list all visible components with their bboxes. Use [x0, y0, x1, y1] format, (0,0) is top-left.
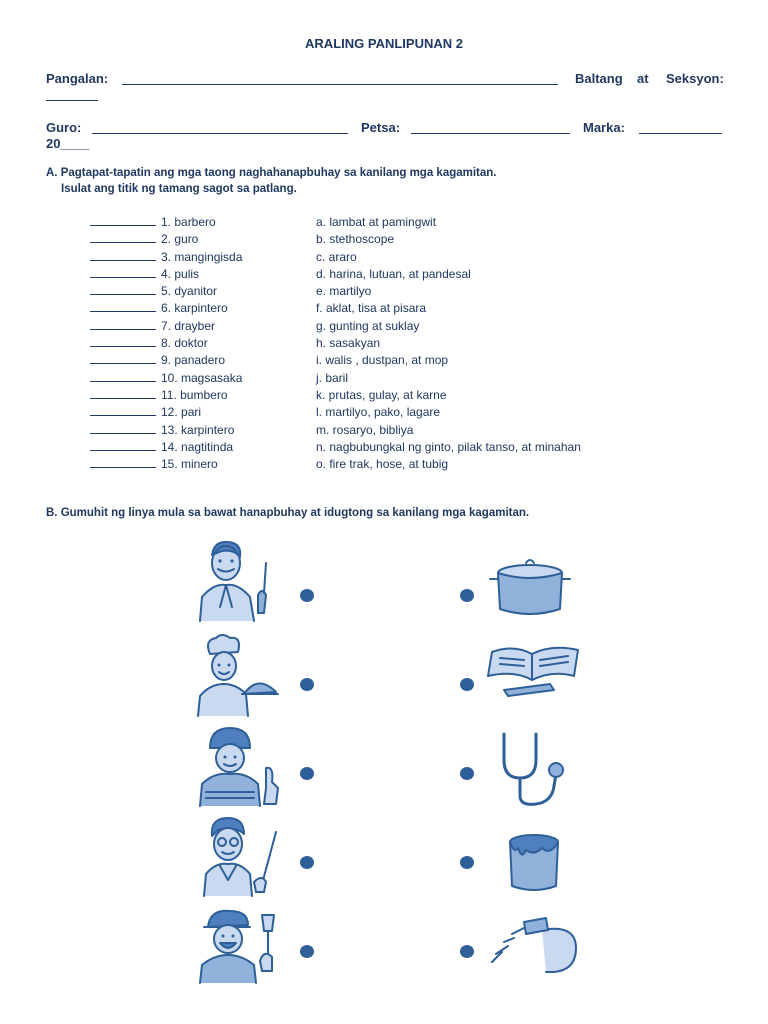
name-field[interactable] — [122, 83, 558, 85]
tool-choice: l. martilyo, pako, lagare — [316, 405, 441, 420]
score-total: 20____ — [46, 136, 90, 151]
tool-choice: c. araro — [316, 249, 357, 264]
match-row — [90, 439, 710, 456]
occupation-item: 13. karpintero — [161, 422, 235, 437]
grade-label-at: at — [637, 71, 649, 86]
tool-choice: n. nagbubungkal ng ginto, pilak tanso, at minahan — [316, 439, 581, 454]
match-row — [90, 266, 710, 283]
grade-label-word: Baltang — [575, 71, 623, 86]
match-row — [90, 249, 710, 266]
tool-choice: f. aklat, tisa at pisara — [316, 301, 427, 316]
occupation-item: 3. mangingisda — [161, 249, 243, 264]
left-dot-3[interactable] — [300, 767, 314, 780]
match-row — [90, 456, 710, 473]
occupation-item: 11. bumbero — [161, 387, 228, 402]
answer-blank[interactable] — [90, 363, 156, 364]
fire-hose-icon — [484, 912, 584, 976]
answer-blank[interactable] — [90, 450, 156, 451]
occupation-item: 2. guro — [161, 232, 199, 247]
stethoscope-icon — [492, 730, 572, 810]
occupation-item: 15. minero — [161, 457, 218, 472]
score-label: Marka: — [583, 120, 625, 135]
tool-choice: d. harina, lutuan, at pandesal — [316, 266, 471, 281]
cooking-pot-icon — [488, 555, 574, 619]
match-row — [90, 231, 710, 248]
section-b-instruction: B. Gumuhit ng linya mula sa bawat hanapbuhay at idugtong sa kanilang mga kagamitan. — [46, 507, 530, 519]
match-row — [90, 387, 710, 404]
answer-blank[interactable] — [90, 294, 156, 295]
answer-blank[interactable] — [90, 242, 156, 243]
left-dot-1[interactable] — [300, 589, 314, 602]
answer-blank[interactable] — [90, 260, 156, 261]
answer-blank[interactable] — [90, 467, 156, 468]
section-a-instruction-2: Isulat ang titik ng tamang sagot sa patlang. — [61, 183, 297, 195]
left-dot-2[interactable] — [300, 678, 314, 691]
occupation-item: 12. pari — [161, 405, 202, 420]
section-label: Seksyon: — [666, 71, 724, 86]
match-row — [90, 335, 710, 352]
right-dot-5[interactable] — [460, 945, 474, 958]
occupation-item: 1. barbero — [161, 215, 216, 229]
match-row — [90, 318, 710, 335]
answer-blank[interactable] — [90, 381, 156, 382]
section-a-instruction: A. Pagtapat-tapatin ang mga taong naghahanapbuhay sa kanilang mga kagamitan. — [46, 167, 497, 179]
answer-blank[interactable] — [90, 329, 156, 330]
tool-choice: k. prutas, gulay, at karne — [316, 387, 447, 402]
right-dot-1[interactable] — [460, 589, 474, 602]
matching-list — [90, 214, 710, 473]
teacher-icon — [192, 812, 282, 898]
answer-blank[interactable] — [90, 433, 156, 434]
page-title: ARALING PANLIPUNAN 2 — [305, 36, 463, 51]
tool-choice: a. lambat at pamingwit — [316, 215, 437, 229]
tool-choice: j. baril — [316, 370, 349, 385]
occupation-item: 5. dyanitor — [161, 284, 218, 299]
left-dot-4[interactable] — [300, 856, 314, 869]
right-dot-3[interactable] — [460, 767, 474, 780]
painter-icon — [192, 905, 282, 985]
tool-choice: o. fire trak, hose, at tubig — [316, 457, 449, 472]
answer-blank[interactable] — [90, 225, 156, 226]
occupation-item: 6. karpintero — [161, 301, 228, 316]
occupation-item: 14. nagtitinda — [161, 439, 234, 454]
tool-choice: h. sasakyan — [316, 336, 381, 351]
match-row — [90, 370, 710, 387]
tool-choice: g. gunting at suklay — [316, 318, 420, 333]
occupation-item: 8. doktor — [161, 336, 208, 351]
occupation-item: 4. pulis — [161, 266, 200, 281]
section-field[interactable] — [46, 99, 98, 101]
date-field[interactable] — [411, 132, 570, 134]
doctor-icon — [192, 537, 282, 623]
right-dot-2[interactable] — [460, 678, 474, 691]
right-dot-4[interactable] — [460, 856, 474, 869]
match-row — [90, 422, 710, 439]
left-dot-5[interactable] — [300, 945, 314, 958]
tool-choice: b. stethoscope — [316, 232, 395, 247]
tool-choice: m. rosaryo, bibliya — [316, 422, 414, 437]
match-row — [90, 300, 710, 317]
match-row — [90, 352, 710, 369]
match-row — [90, 283, 710, 300]
match-row — [90, 214, 710, 231]
match-row — [90, 404, 710, 421]
name-label: Pangalan: — [46, 71, 109, 86]
teacher-field[interactable] — [92, 132, 348, 134]
occupation-item: 7. drayber — [161, 318, 216, 333]
date-label: Petsa: — [361, 120, 401, 135]
paint-bucket-icon — [504, 832, 570, 896]
tool-choice: e. martilyo — [316, 284, 372, 299]
tool-choice: i. walis , dustpan, at mop — [316, 353, 449, 368]
answer-blank[interactable] — [90, 277, 156, 278]
teacher-label: Guro: — [46, 120, 82, 135]
book-and-chalk-icon — [484, 642, 584, 702]
answer-blank[interactable] — [90, 398, 156, 399]
occupation-item: 9. panadero — [161, 353, 226, 368]
answer-blank[interactable] — [90, 311, 156, 312]
answer-blank[interactable] — [90, 346, 156, 347]
chef-icon — [192, 632, 282, 718]
answer-blank[interactable] — [90, 415, 156, 416]
firefighter-icon — [192, 722, 282, 808]
score-field[interactable] — [639, 132, 722, 134]
occupation-item: 10. magsasaka — [161, 370, 243, 385]
